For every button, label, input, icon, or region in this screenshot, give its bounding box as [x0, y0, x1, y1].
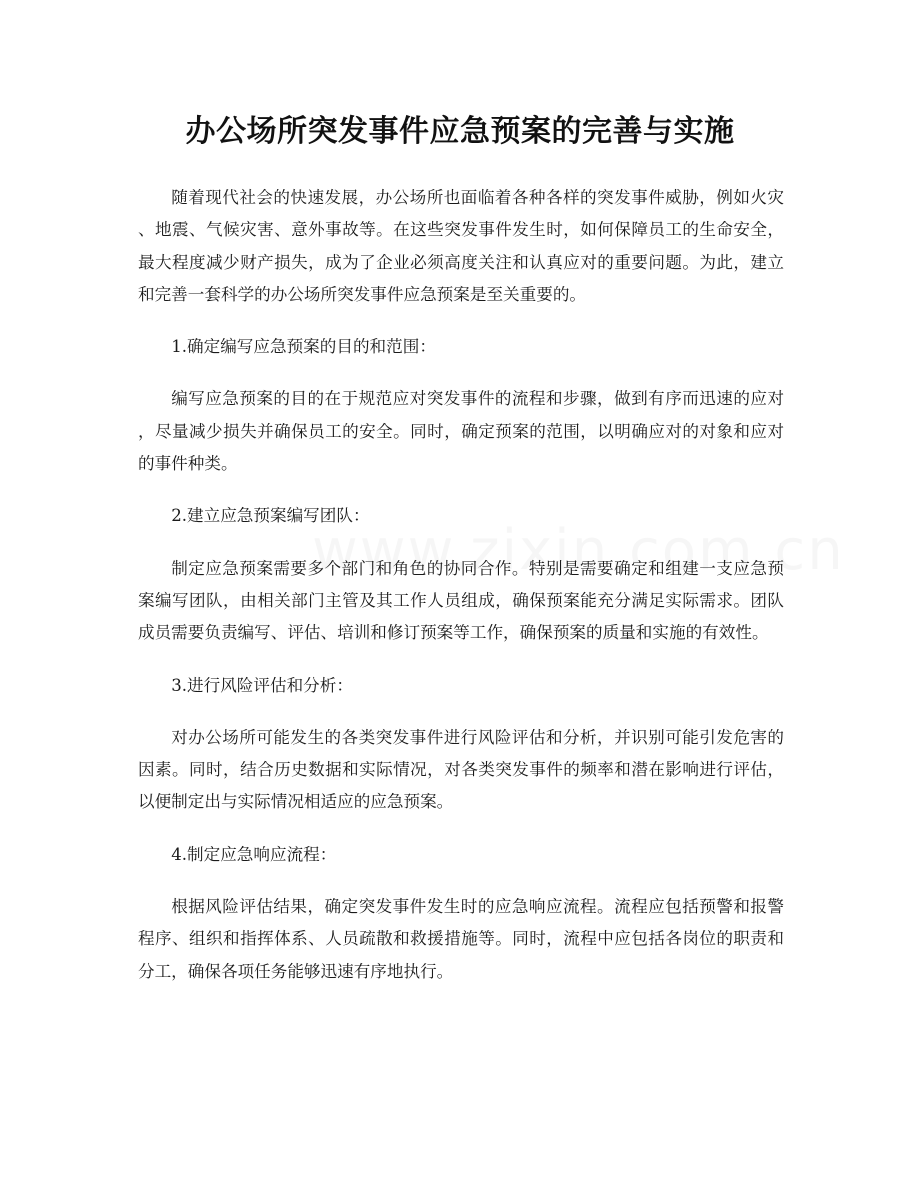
- document-body: [138, 182, 784, 1008]
- page-title: 办公场所突发事件应急预案的完善与实施: [185, 114, 735, 149]
- section-heading-2: 2.建立应急预案编写团队：: [171, 506, 370, 526]
- section-heading-4: 4.制定应急响应流程：: [171, 844, 337, 864]
- section-paragraph-2: 制定应急预案需要多个部门和角色的协同合作。特别是需要确定和组建一支应急预案编写团队，由相关部门主管及其工作人员组成，确保预案能充分满足实际需求。团队成员需要负责编写、评估、培训和修订预案等工作，确保预案的质量和实施的有效性。: [138, 558, 784, 643]
- section-heading-3: 3.进行风险评估和分析：: [171, 675, 353, 695]
- intro-paragraph: 随着现代社会的快速发展，办公场所也面临着各种各样的突发事件威胁，例如火灾、地震、气候灾害、意外事故等。在这些突发事件发生时，如何保障员工的生命安全，最大程度减少财产损失，成为了企业必须高度关注和认真应对的重要问题。为此，建立和完善一套科学的办公场所突发事件应急预案是至关重要的。: [138, 188, 784, 304]
- section-heading-1: 1.确定编写应急预案的目的和范围：: [171, 337, 436, 357]
- section-paragraph-4: 根据风险评估结果，确定突发事件发生时的应急响应流程。流程应包括预警和报警程序、组织和指挥体系、人员疏散和救援措施等。同时，流程中应包括各岗位的职责和分工，确保各项任务能够迅速有序地执行。: [138, 897, 784, 981]
- section-paragraph-3: 对办公场所可能发生的各类突发事件进行风险评估和分析，并识别可能引发危害的因素。同时，结合历史数据和实际情况，对各类突发事件的频率和潜在影响进行评估，以便制定出与实际情况相适应的应急预案。: [138, 727, 784, 812]
- section-paragraph-1: 编写应急预案的目的在于规范应对突发事件的流程和步骤，做到有序而迅速的应对，尽量减少损失并确保员工的安全。同时，确定预案的范围，以明确应对的对象和应对的事件种类。: [138, 389, 784, 474]
